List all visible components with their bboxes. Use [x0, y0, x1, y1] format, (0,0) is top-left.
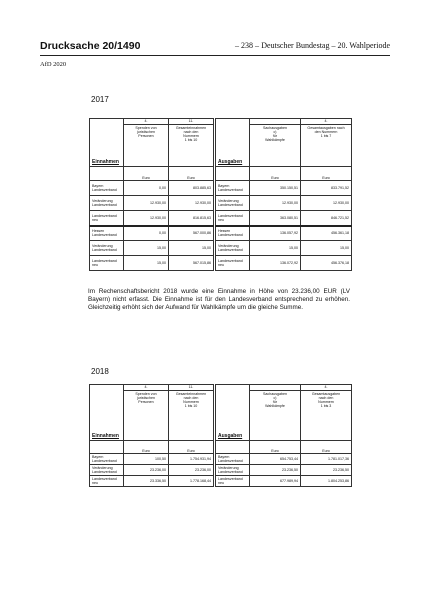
column-title: Gesamtausgaben nach den Nummern 1 bis 3 [301, 391, 352, 441]
table-row [90, 241, 214, 256]
row-value: 567.015,86 [169, 256, 214, 271]
table-row [216, 465, 352, 476]
table-row [90, 181, 214, 196]
row-value: 1.781.017,36 [301, 454, 352, 465]
row-value: 136.057,92 [250, 226, 301, 241]
row-value: 833.791,52 [301, 181, 352, 196]
column-title: Gesamteinnahmen nach den Nummern 1 bis 10 [169, 125, 214, 167]
page-number: – 238 – [235, 41, 259, 50]
explanation-paragraph: Im Rechenschaftsbericht 2018 wurde eine Einnahme in Höhe von 23.236,00 EUR (LV Bayern) nicht erfasst. Die Einnahme ist für den Landesverband entsprechend zu erhöhen. Gleichzeitig erhöht sich der Aufwand für Wahlkämpfe um die gleiche Summe. [88, 288, 350, 312]
unit-label: Euro [301, 441, 352, 454]
row-value: 23.236,00 [169, 465, 214, 476]
row-label: Veränderung Landesverband [90, 241, 124, 256]
row-label: Landesverband neu [216, 476, 250, 487]
table-row [90, 465, 214, 476]
row-value: 15,00 [124, 241, 169, 256]
section-label: Einnahmen [90, 385, 124, 441]
row-value: 15,00 [301, 241, 352, 256]
bundestag-title: Deutscher Bundestag – 20. Wahlperiode [261, 41, 390, 50]
column-number: 11. [169, 385, 214, 391]
unit-label: Euro [301, 167, 352, 181]
row-label: Bayern Landesverband [90, 454, 124, 465]
section-label: Ausgaben [216, 119, 250, 167]
row-value: 23.236,50 [301, 465, 352, 476]
row-label: Landesverband neu [216, 256, 250, 271]
row-value: 846.721,52 [301, 211, 352, 226]
row-label: Veränderung Landesverband [216, 465, 250, 476]
unit-label: Euro [250, 167, 301, 181]
drucksache-number: Drucksache 20/1490 [40, 40, 141, 52]
row-value: 12.930,00 [250, 196, 301, 211]
table-row [216, 226, 352, 241]
row-value: 23.236,50 [250, 465, 301, 476]
table-row [216, 211, 352, 226]
year-label-2017: 2017 [91, 95, 109, 104]
row-value: 456.361,18 [301, 226, 352, 241]
column-title: Sachausgaben c) für Wahlkämpfe [250, 125, 301, 167]
unit-label: Euro [169, 441, 214, 454]
table-row [216, 196, 352, 211]
row-label: Bayern Landesverband [216, 181, 250, 196]
row-label: Landesverband neu [216, 211, 250, 226]
row-label: Hessen Landesverband [90, 226, 124, 241]
row-value: 1.804.253,86 [301, 476, 352, 487]
row-label: Veränderung Landesverband [216, 196, 250, 211]
unit-label: Euro [124, 167, 169, 181]
unit-spacer [90, 167, 124, 181]
column-number: 4. [124, 385, 169, 391]
row-value: 100,50 [124, 454, 169, 465]
page-header [40, 40, 390, 54]
row-value: 0,00 [124, 181, 169, 196]
row-label: Landesverband neu [90, 211, 124, 226]
row-label: Bayern Landesverband [90, 181, 124, 196]
column-number: 11. [169, 119, 214, 125]
table-row [90, 476, 214, 487]
row-value: 350.150,51 [250, 181, 301, 196]
row-value: 136.072,92 [250, 256, 301, 271]
row-value: 654.753,44 [250, 454, 301, 465]
row-value: 0,00 [124, 226, 169, 241]
column-title: Gesamtausgaben nach den Nummern 1 bis 7 [301, 125, 352, 167]
unit-spacer [216, 167, 250, 181]
table-row [216, 181, 352, 196]
column-title: Spenden von juristischen Personen [124, 125, 169, 167]
unit-spacer [90, 441, 124, 454]
row-label: Landesverband neu [90, 256, 124, 271]
row-value: 803.885,63 [169, 181, 214, 196]
table-row [90, 454, 214, 465]
row-value: 816.815,63 [169, 211, 214, 226]
row-value: 23.336,50 [124, 476, 169, 487]
column-number: 4. [301, 385, 352, 391]
table-row [90, 256, 214, 271]
expenses-table-2017 [215, 118, 352, 271]
row-label: Bayern Landesverband [216, 454, 250, 465]
row-value: 15,00 [124, 256, 169, 271]
row-value: 12.930,00 [124, 196, 169, 211]
row-value: 456.376,18 [301, 256, 352, 271]
income-table-2018 [89, 384, 214, 487]
row-value: 12.930,00 [124, 211, 169, 226]
unit-label: Euro [124, 441, 169, 454]
row-value: 12.930,00 [301, 196, 352, 211]
year-label-2018: 2018 [91, 367, 109, 376]
row-value: 1.754.931,94 [169, 454, 214, 465]
row-label: Hessen Landesverband [216, 226, 250, 241]
row-label: Veränderung Landesverband [90, 465, 124, 476]
party-label: AfD 2020 [40, 61, 67, 68]
row-label: Veränderung Landesverband [90, 196, 124, 211]
unit-label: Euro [169, 167, 214, 181]
table-row [216, 454, 352, 465]
table-row [216, 241, 352, 256]
row-value: 23.236,00 [124, 465, 169, 476]
table-row [90, 226, 214, 241]
header-rule [40, 55, 390, 56]
section-label: Einnahmen [90, 119, 124, 167]
column-title: Spenden von juristischen Personen [124, 391, 169, 441]
row-value: 15,00 [250, 241, 301, 256]
column-title: Sachausgaben c) für Wahlkämpfe [250, 391, 301, 441]
table-row [90, 196, 214, 211]
row-label: Landesverband neu [90, 476, 124, 487]
row-value: 1.778.168,44 [169, 476, 214, 487]
row-label: Veränderung Landesverband [216, 241, 250, 256]
row-value: 363.080,51 [250, 211, 301, 226]
unit-spacer [216, 441, 250, 454]
row-value: 12.930,00 [169, 196, 214, 211]
row-value: 15,00 [169, 241, 214, 256]
income-table-2017 [89, 118, 214, 271]
unit-label: Euro [250, 441, 301, 454]
column-number: 4. [301, 119, 352, 125]
expenses-table-2018 [215, 384, 352, 487]
row-value: 567.000,86 [169, 226, 214, 241]
section-label: Ausgaben [216, 385, 250, 441]
table-row [216, 256, 352, 271]
column-title: Gesamteinnahmen nach den Nummern 1 bis 10 [169, 391, 214, 441]
table-row [90, 211, 214, 226]
table-row [216, 476, 352, 487]
row-value: 677.989,94 [250, 476, 301, 487]
column-number: 4. [124, 119, 169, 125]
